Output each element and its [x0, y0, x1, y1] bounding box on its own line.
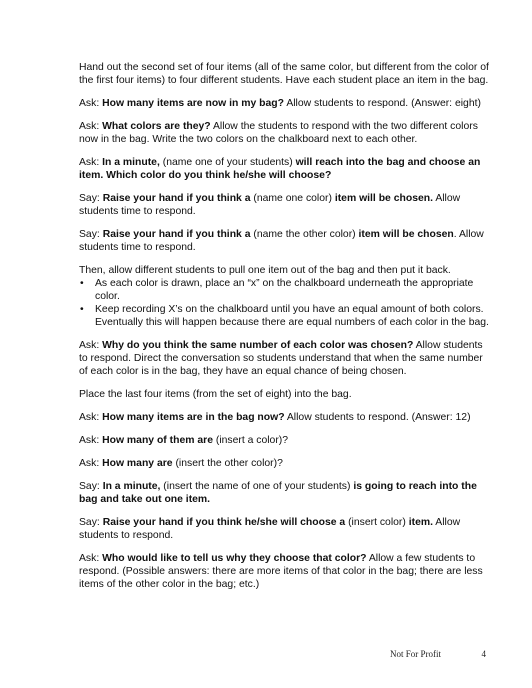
- text-run: (insert a color)?: [212, 435, 289, 446]
- text-run: Allow a few students to respond. (Possible answers: there are more items of that color in the bag; there are less items of the other color in the bag; etc.): [79, 553, 483, 590]
- paragraph: [79, 228, 490, 254]
- paragraph: [79, 434, 490, 447]
- bold-text: item will be chosen.: [334, 193, 433, 204]
- text-run: Allow students to respond. Direct the conversation so students understand that when the same number of each color is in the bag, they have an equal chance of being chosen.: [79, 340, 483, 377]
- page-number: 4: [481, 649, 486, 659]
- footer-label: Not For Profit: [390, 649, 442, 659]
- bullet-item: [79, 303, 490, 329]
- paragraph: [79, 339, 490, 378]
- text-run: Allow students time to respond.: [79, 193, 461, 217]
- bold-text: Raise your hand if you think he/she will choose a: [102, 517, 346, 528]
- paragraph: [79, 156, 490, 182]
- text-run: Ask:: [79, 458, 103, 469]
- paragraph: [79, 192, 490, 218]
- paragraph: [79, 120, 490, 146]
- bold-text: Why do you think the same number of each color was chosen?: [102, 340, 414, 351]
- paragraph: [79, 61, 490, 87]
- text-run: Place the last four items (from the set of eight) into the bag.: [79, 389, 352, 400]
- text-run: Then, allow different students to pull one item out of the bag and then put it back.: [79, 265, 451, 276]
- page-body: [79, 61, 490, 591]
- paragraphs-after-list: [79, 339, 490, 591]
- text-run: . Allow students time to respond.: [79, 229, 484, 253]
- text-run: Allow the students to respond with the two different colors now in the bag. Write the two colors on the chalkboard next to each other.: [79, 121, 478, 145]
- text-run: Ask:: [79, 340, 103, 351]
- paragraph: [79, 388, 490, 401]
- paragraph: [79, 516, 490, 542]
- bold-text: is going to reach into the bag and take out one item.: [79, 481, 477, 505]
- text-run: Say:: [79, 193, 103, 204]
- bullet-text: Keep recording X’s on the chalkboard until you have an equal amount of both colors. Eventually this will happen because there are equal numbers of each color in the bag.: [95, 304, 489, 328]
- text-run: (name one color): [250, 193, 335, 204]
- text-run: Say:: [79, 517, 103, 528]
- bold-text: How many items are now in my bag?: [102, 98, 284, 109]
- text-run: Allow students to respond. (Answer: eight): [284, 98, 481, 109]
- paragraph: [79, 97, 490, 110]
- bold-text: In a minute,: [102, 157, 160, 168]
- paragraphs-before-list: [79, 61, 490, 277]
- bold-text: What colors are they?: [102, 121, 211, 132]
- bold-text: item will be chosen: [358, 229, 454, 240]
- text-run: Allow students to respond. (Answer: 12): [284, 412, 471, 423]
- paragraph: [79, 264, 490, 277]
- text-run: (name one of your students): [159, 157, 296, 168]
- text-run: Ask:: [79, 157, 103, 168]
- bold-text: How many of them are: [102, 435, 213, 446]
- text-run: Say:: [79, 481, 103, 492]
- text-run: Allow students to respond.: [79, 517, 461, 541]
- bullet-item: [79, 277, 490, 303]
- text-run: (name the other color): [250, 229, 359, 240]
- text-run: Ask:: [79, 435, 103, 446]
- text-run: Say:: [79, 229, 103, 240]
- bullet-list: [79, 277, 490, 329]
- text-run: Ask:: [79, 121, 103, 132]
- text-run: (insert the name of one of your students): [160, 481, 354, 492]
- text-run: Ask:: [79, 412, 103, 423]
- text-run: Hand out the second set of four items (all of the same color, but different from the color of the first four items) to four different students. Have each student place an item in the bag.: [79, 62, 489, 86]
- bold-text: Raise your hand if you think a: [102, 193, 251, 204]
- bold-text: item.: [408, 517, 433, 528]
- bold-text: How many items are in the bag now?: [102, 412, 285, 423]
- bold-text: In a minute,: [102, 481, 161, 492]
- paragraph: [79, 457, 490, 470]
- bullet-marker: •: [80, 304, 84, 315]
- text-run: (insert the other color)?: [172, 458, 283, 469]
- text-run: Ask:: [79, 98, 103, 109]
- bold-text: How many are: [102, 458, 173, 469]
- text-run: (insert color): [345, 517, 409, 528]
- paragraph: [79, 552, 490, 591]
- bullet-text: As each color is drawn, place an “x” on the chalkboard underneath the appropriate color.: [95, 278, 474, 302]
- paragraph: [79, 480, 490, 506]
- bold-text: will reach into the bag and choose an item. Which color do you think he/she will choose?: [79, 157, 481, 181]
- paragraph: [79, 411, 490, 424]
- bold-text: Who would like to tell us why they choose that color?: [102, 553, 367, 564]
- bold-text: Raise your hand if you think a: [102, 229, 251, 240]
- text-run: Ask:: [79, 553, 103, 564]
- bullet-marker: •: [80, 278, 84, 289]
